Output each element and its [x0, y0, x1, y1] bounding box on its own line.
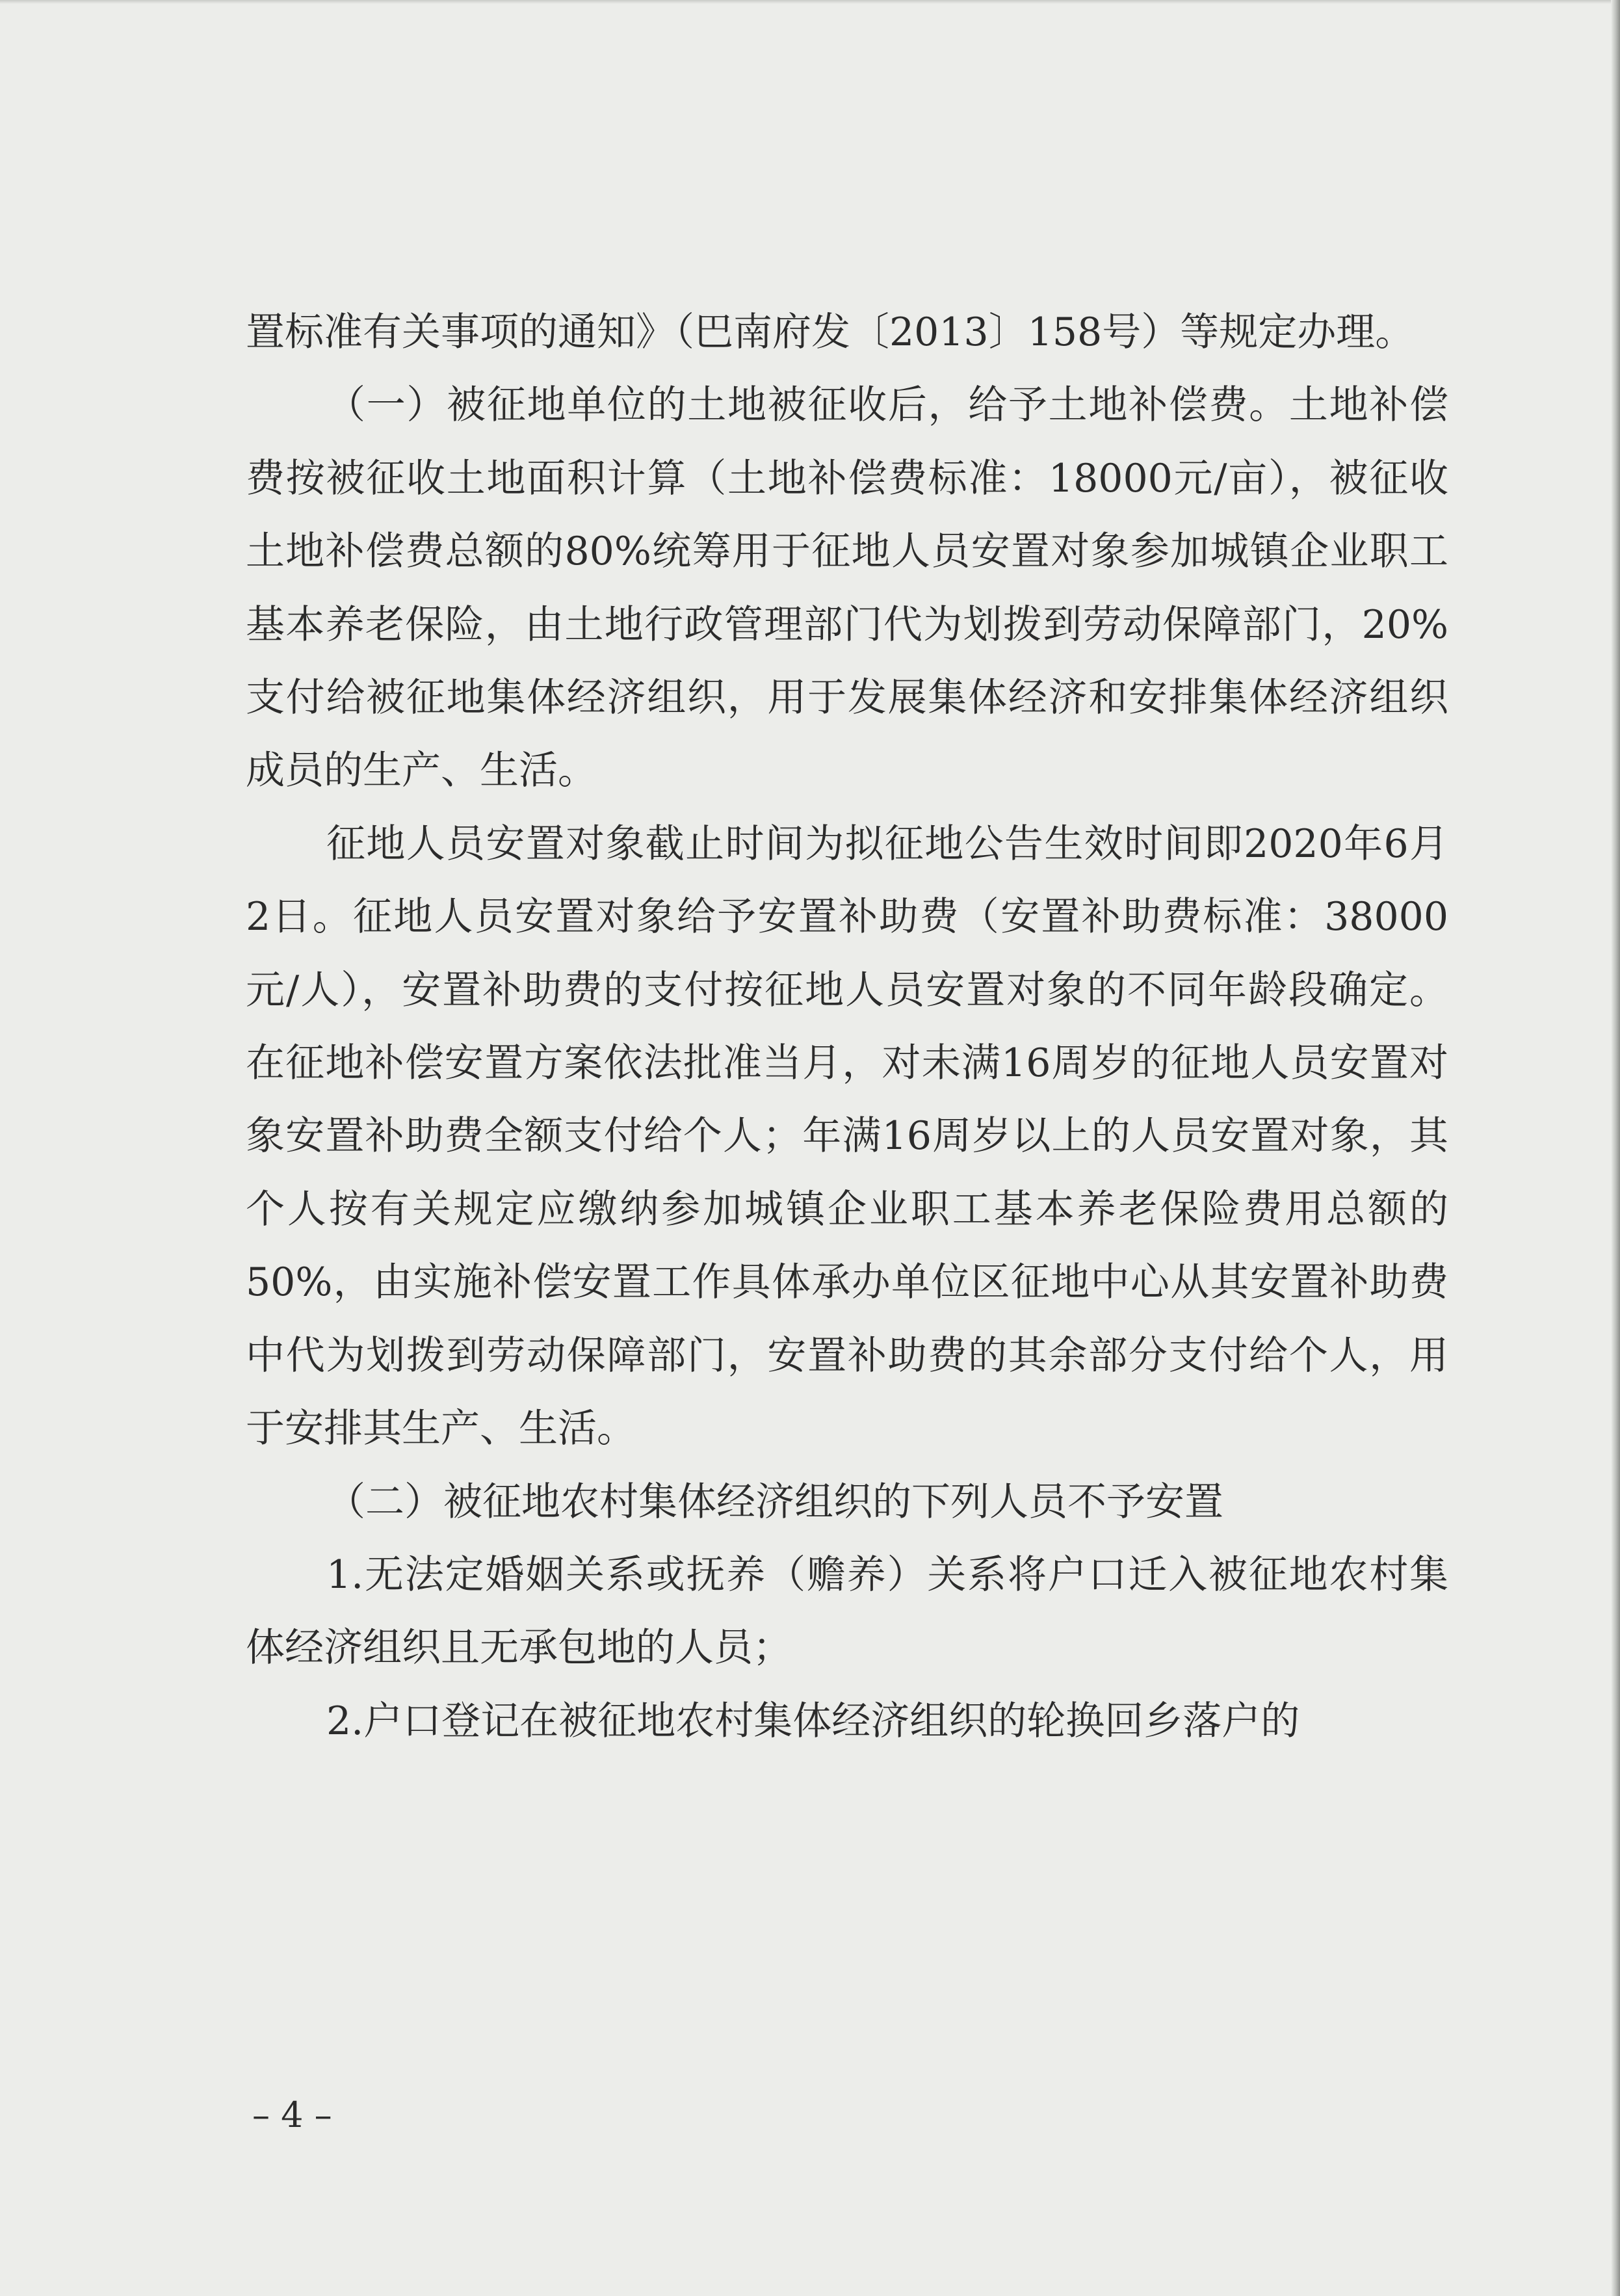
scan-top-edge — [0, 0, 1620, 4]
paragraph-item-two: 2.户口登记在被征地农村集体经济组织的轮换回乡落户的 — [326, 1698, 1300, 1744]
scan-right-edge — [1611, 0, 1620, 2296]
paragraph-section-two-heading: （二）被征地农村集体经济组织的下列人员不予安置 — [326, 1479, 1223, 1525]
paragraph-item-one: 1.无法定婚姻关系或抚养（赡养）关系将户口迁入被征地农村集体经济组织且无承包地的人员； — [246, 1551, 1448, 1671]
document-body — [246, 296, 1448, 1758]
paragraph-land-compensation: （一）被征地单位的土地被征收后，给予土地补偿费。土地补偿费按被征收土地面积计算（土地补偿费标准：18000元/亩），被征收土地补偿费总额的80%统筹用于征地人员安置对象参加城镇企业职工基本养老保险，由土地行政管理部门代为划拨到劳动保障部门，20%支付给被征地集体经济组织，用于发展集体经济和安排集体经济组织成员的生产、生活。 — [246, 382, 1448, 794]
page-number: – 4 – — [252, 2094, 332, 2135]
paragraph-continuation: 置标准有关事项的通知》（巴南府发〔2013〕158号）等规定办理。 — [246, 310, 1415, 355]
paragraph-resettlement-subsidy: 征地人员安置对象截止时间为拟征地公告生效时间即2020年6月2日。征地人员安置对象给予安置补助费（安置补助费标准：38000元/人），安置补助费的支付按征地人员安置对象的不同年龄段确定。在征地补偿安置方案依法批准当月，对未满16周岁的征地人员安置对象安置补助费全额支付给个人；年满16周岁以上的人员安置对象，其个人按有关规定应缴纳参加城镇企业职工基本养老保险费用总额的50%，由实施补偿安置工作具体承办单位区征地中心从其安置补助费中代为划拨到劳动保障部门，安置补助费的其余部分支付给个人，用于安排其生产、生活。 — [246, 821, 1448, 1452]
